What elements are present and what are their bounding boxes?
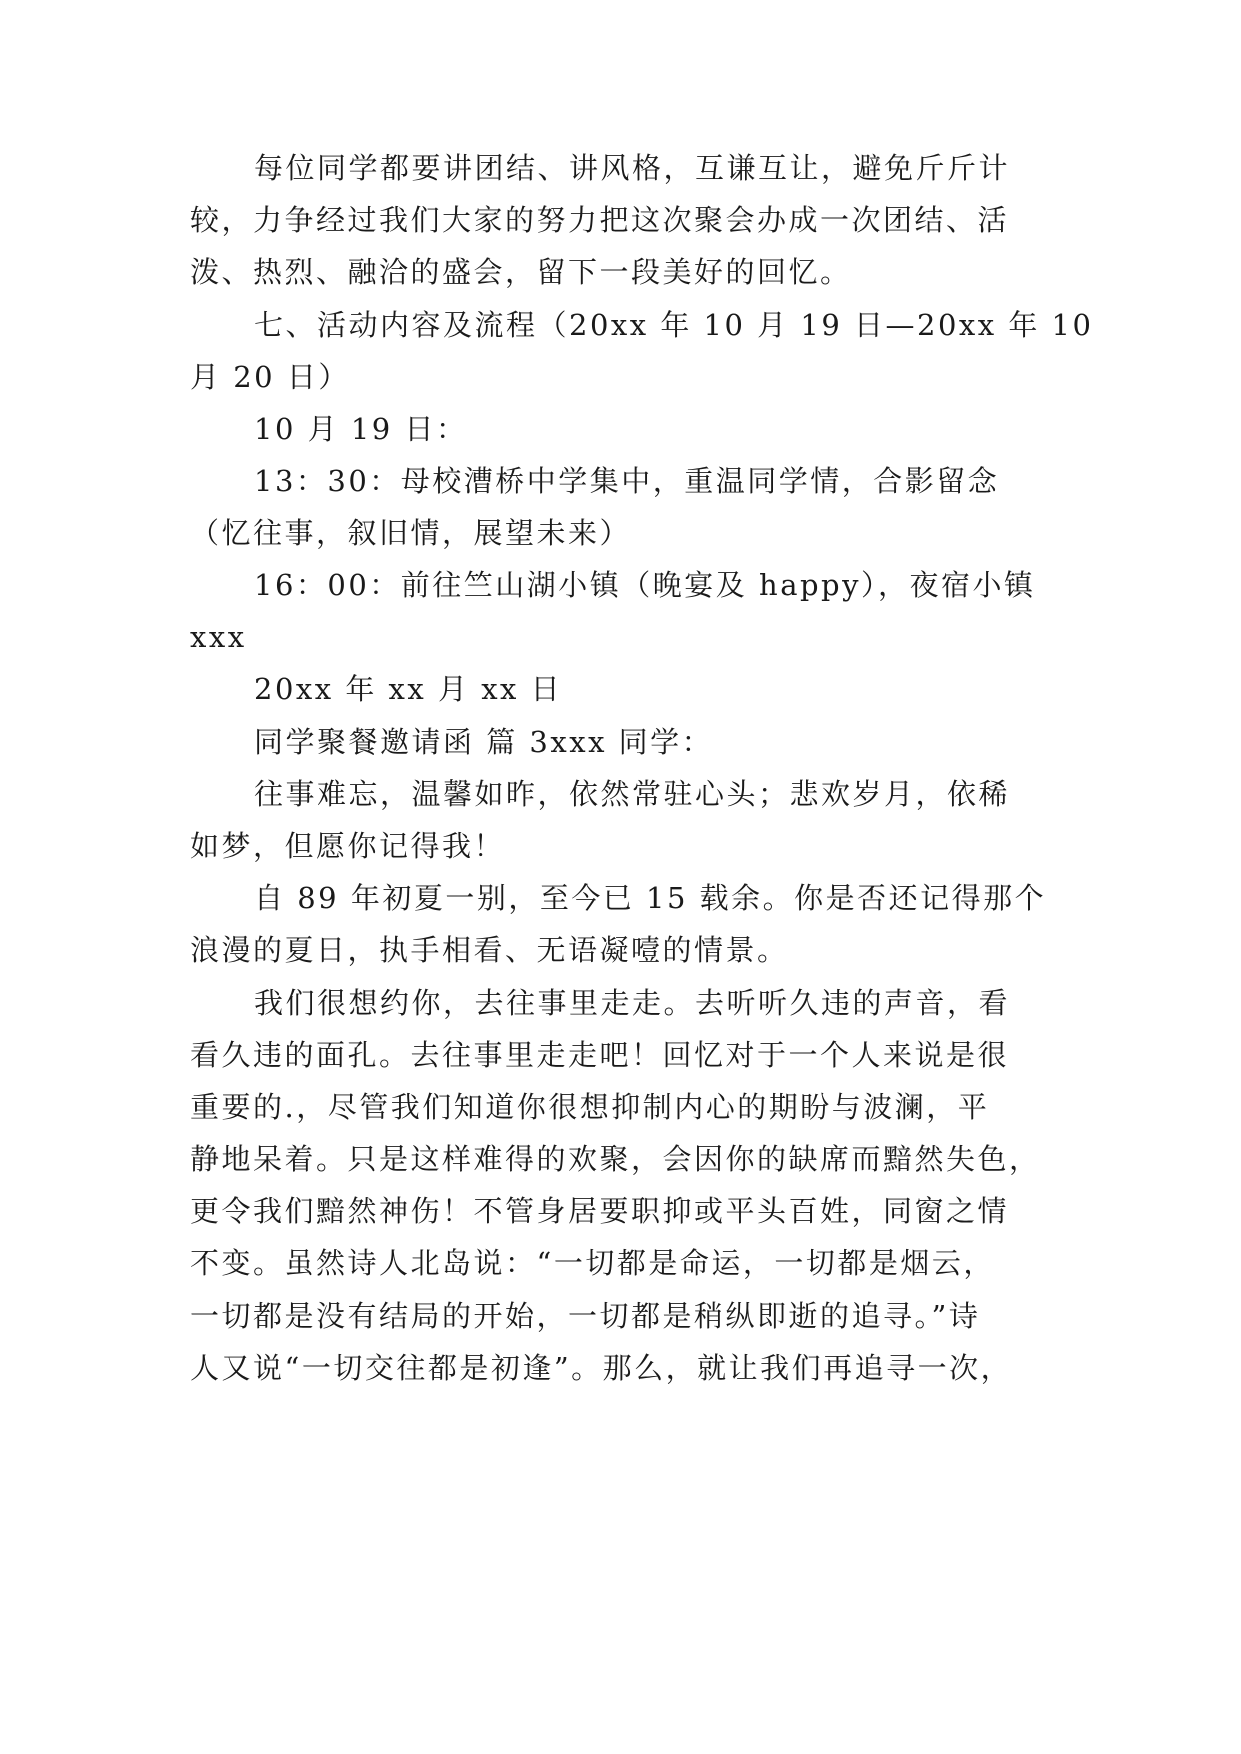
- letter-heading: 同学聚餐邀请函 篇 3xxx 同学：: [254, 725, 714, 759]
- signature-date: 20xx 年 xx 月 xx 日: [254, 672, 563, 706]
- schedule-date: 10 月 19 日：: [254, 412, 468, 446]
- paragraph-line: 重要的.，尽管我们知道你很想抑制内心的期盼与波澜，平: [190, 1090, 990, 1124]
- paragraph-line: 看久违的面孔。去往事里走走吧！回忆对于一个人来说是很: [190, 1038, 1010, 1072]
- paragraph-line: 往事难忘，温馨如昨，依然常驻心头；悲欢岁月，依稀: [254, 777, 1011, 811]
- section-heading: 七、活动内容及流程（20xx 年 10 月 19 日—20xx 年 10: [254, 308, 1094, 342]
- paragraph-line: 不变。虽然诗人北岛说：“一切都是命运，一切都是烟云，: [190, 1246, 995, 1280]
- paragraph-line: 一切都是没有结局的开始，一切都是稍纵即逝的追寻。”诗: [190, 1299, 981, 1333]
- paragraph-line: 静地呆着。只是这样难得的欢聚，会因你的缺席而黯然失色，: [190, 1142, 1041, 1176]
- paragraph-line: （忆往事，叙旧情，展望未来）: [190, 516, 632, 550]
- schedule-item: 16：00：前往竺山湖小镇（晚宴及 happy），夜宿小镇: [254, 568, 1036, 602]
- schedule-item: 13：30：母校漕桥中学集中，重温同学情，合影留念: [254, 464, 1000, 498]
- paragraph-line: 泼、热烈、融洽的盛会，留下一段美好的回忆。: [190, 255, 852, 289]
- paragraph-line: 如梦，但愿你记得我！: [190, 829, 506, 863]
- paragraph-line: 更令我们黯然神伤！不管身居要职抑或平头百姓，同窗之情: [190, 1194, 1010, 1228]
- paragraph-line: 人又说“一切交往都是初逢”。那么，就让我们再追寻一次，: [190, 1351, 1013, 1385]
- signature-name: xxx: [190, 620, 247, 654]
- paragraph-line: 我们很想约你，去往事里走走。去听听久违的声音，看: [254, 986, 1011, 1020]
- paragraph-line: 月 20 日）: [190, 360, 350, 394]
- paragraph-line: 自 89 年初夏一别，至今已 15 载余。你是否还记得那个: [254, 881, 1047, 915]
- paragraph-line: 浪漫的夏日，执手相看、无语凝噎的情景。: [190, 933, 789, 967]
- paragraph-line: 较，力争经过我们大家的努力把这次聚会办成一次团结、活: [190, 203, 1010, 237]
- paragraph-line: 每位同学都要讲团结、讲风格，互谦互让，避免斤斤计: [254, 151, 1011, 185]
